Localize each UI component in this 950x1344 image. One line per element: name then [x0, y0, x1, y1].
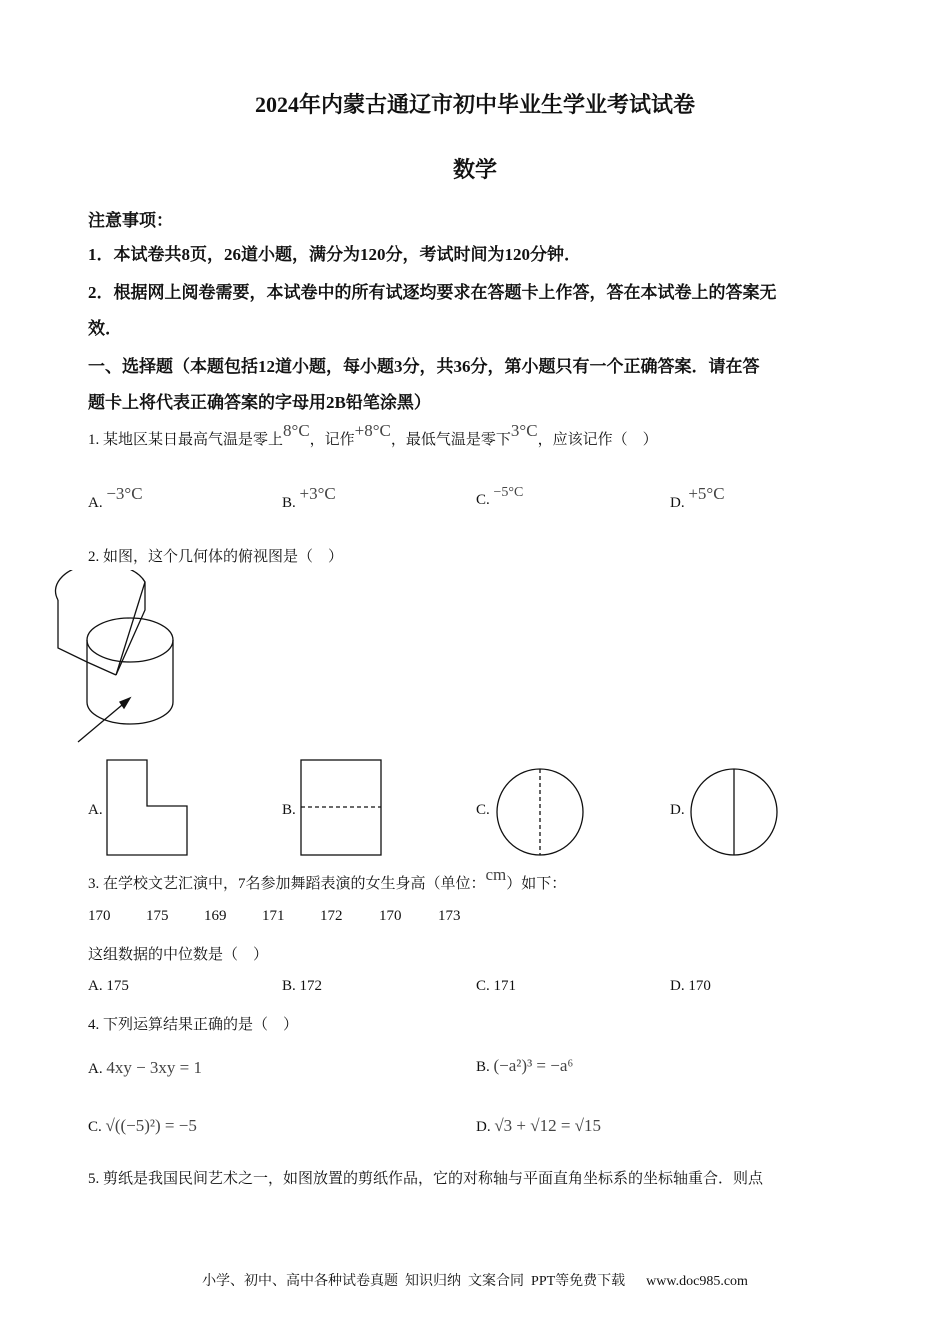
q4-option-b: B. (−a²)³ = −a⁶: [476, 1056, 574, 1075]
q1-option-b: B. +3°C: [282, 484, 336, 511]
q1-option-c: C. −5°C: [476, 485, 524, 508]
notice-heading: 注意事项：: [88, 211, 173, 230]
option-a-figure: [105, 758, 191, 858]
question-4: 4. 下列运算结果正确的是（ ）: [88, 1017, 299, 1033]
section-heading: 一、选择题（本题包括12道小题，每小题3分，共36分，第小题只有一个正确答案．请在答: [88, 357, 760, 376]
option-b-figure: [299, 758, 385, 858]
q3-question: 这组数据的中位数是（ ）: [88, 947, 269, 963]
q4-option-a: A. 4xy − 3xy = 1: [88, 1058, 203, 1077]
q3-option-d: D. 170: [670, 978, 711, 994]
q3-option-a: A. 175: [88, 978, 129, 994]
question-3: 3. 在学校文艺汇演中，7名参加舞蹈表演的女生身高（单位：cm）如下：: [88, 865, 567, 892]
notice-item: 2．根据网上阅卷需要，本试卷中的所有试逐均要求在答题卡上作答，答在本试卷上的答案无: [88, 283, 777, 302]
math: +8°C: [354, 421, 391, 440]
option-c-figure: [494, 766, 586, 858]
q4-option-d: D. √3 + √12 = √15: [476, 1116, 602, 1135]
q1-text: ，记作: [309, 432, 355, 448]
solid-figure: [50, 570, 190, 750]
subject-title: 数学: [452, 157, 497, 182]
q3-option-b: B. 172: [282, 978, 323, 994]
q1-text: 1. 某地区某日最高气温是零上: [88, 432, 284, 448]
q2-option-a-label: A.: [88, 802, 103, 818]
q1-option-d: D. +5°C: [670, 484, 725, 511]
section-heading: 题卡上将代表正确答案的字母用2B铅笔涂黑）: [88, 393, 431, 412]
exam-title: 2024年内蒙古通辽市初中毕业生学业考试试卷: [254, 92, 695, 117]
question-5: 5. 剪纸是我国民间艺术之一，如图放置的剪纸作品，它的对称轴与平面直角坐标系的坐标轴重合．则点: [88, 1171, 764, 1187]
q2-option-b-label: B.: [282, 802, 296, 818]
q2-option-c-label: C.: [476, 802, 490, 818]
q1-text: ，应该记作（ ）: [537, 432, 658, 448]
math: 3°C: [510, 421, 538, 440]
q1-option-a: A. −3°C: [88, 484, 143, 511]
exam-page: 2024年内蒙古通辽市初中毕业生学业考试试卷 数学 注意事项： 1．本试卷共8页，26道小题，满分为120分，考试时间为120分钟． 2．根据网上阅卷需要，本试卷中的所有试逐均要求在答题卡上作答，答在本试卷上的答案无 效． 一、选择题（本题包括12道小题，每小题3分，共36分，第小题只有一个正确答案．请在答 题卡上将代表正确答案的字母用2B铅笔涂黑） 1. 某地区某日最高气温是零上8°C，记作+8°C，最低气温是零下3°C，应该记作（ ） A. −3°C B. +3°C C. −5°C D. +5°C 2. 如图，这个几何体的俯视图是（ ） A. B. C. D. 3. 在学校文艺汇演中，7名参加舞蹈表演的女生身高（单位：cm）如下： 170 175 169 171 172 170 173 这组数据的中位数是（ ） A. 175 B. 172 C. 171 D. 170 4. 下列运算结果正确的是（ ） A. 4xy − 3xy = 1 B. (−a²)³ = −a⁶ C. √((−5)²) = −5 D. √3 + √12 = √15 5. 剪纸是我国民间艺术之一，如图放置的剪纸作品，它的对称轴与平面直角坐标系的坐标轴重合．则点 小学、初中、高中各种试卷真题 知识归纳 文案合同 PPT等免费下载 www.doc985.com: [0, 0, 950, 1344]
q1-text: ，最低气温是零下: [390, 432, 511, 448]
question-2: 2. 如图，这个几何体的俯视图是（ ）: [88, 549, 344, 565]
q4-option-c: C. √((−5)²) = −5: [88, 1116, 197, 1135]
notice-item: 1．本试卷共8页，26道小题，满分为120分，考试时间为120分钟．: [88, 245, 581, 264]
math: 8°C: [283, 421, 310, 440]
option-d-figure: [688, 766, 780, 858]
q2-option-d-label: D.: [670, 802, 685, 818]
footer: 小学、初中、高中各种试卷真题 知识归纳 文案合同 PPT等免费下载 www.doc985.com: [202, 1274, 748, 1289]
question-1: [88, 421, 658, 449]
notice-item: 效．: [88, 319, 122, 338]
q3-option-c: C. 171: [476, 978, 517, 994]
